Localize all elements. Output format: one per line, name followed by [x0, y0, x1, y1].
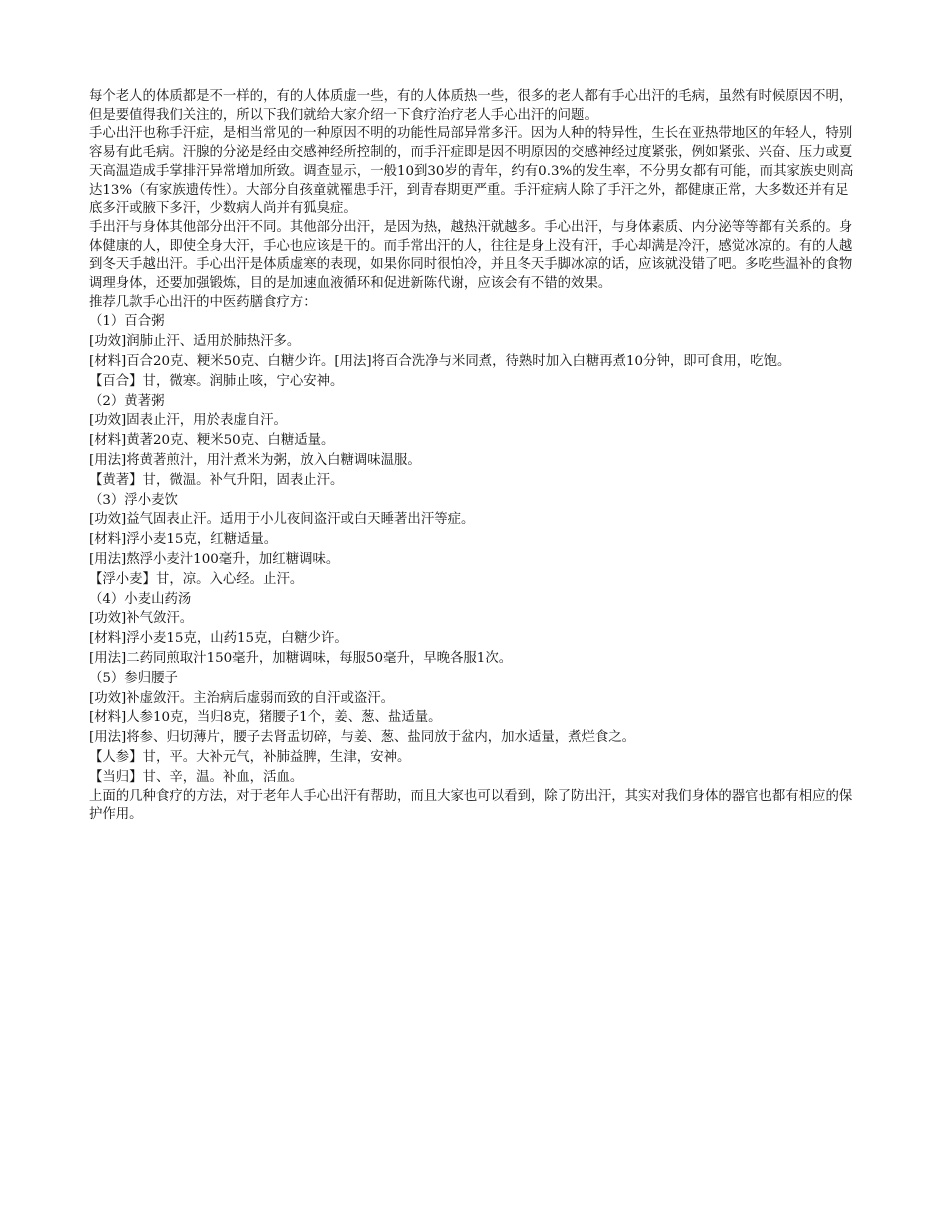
recipe-1-ingredients: [材料]百合20克、粳米50克、白糖少许。[用法]将百合洗净与米同煮，待熟时加入白糖再煮10分钟，即可食用，吃饱。: [89, 354, 791, 370]
intro-paragraph-2: 手心出汗也称手汗症，是相当常见的一种原因不明的功能性局部异常多汗。因为人种的特异性，生长在亚热带地区的年轻人，特别容易有此毛病。汗腺的分泌是经由交感神经所控制的，而手汗症即是因不明原因的交感神经过度紧张，例如紧张、兴奋、压力或夏天高温造成手掌排汗异常增加所致。调查显示，一般10到30岁的青年，约有0.3%的发生率，不分男女都有可能，而其家族史则高达13%（有家族遗传性）。大部分自孩童就罹患手汗，到青春期更严重。手汗症病人除了手汗之外，都健康正常，大多数还并有足底多汗或腋下多汗，少数病人尚并有狐臭症。: [89, 126, 854, 217]
recipe-1-title: （1）百合粥: [89, 314, 165, 330]
recipe-3-title: （3）浮小麦饮: [89, 492, 178, 508]
recipe-3-herb-note: 【浮小麦】甘，凉。入心经。止汗。: [89, 571, 304, 587]
conclusion-paragraph: 上面的几种食疗的方法，对于老年人手心出汗有帮助，而且大家也可以看到，除了防出汗，其实对我们身体的器官也都有相应的保护作用。: [89, 788, 853, 823]
recipe-5-title: （5）参归腰子: [89, 670, 178, 686]
intro-paragraph-3: 手出汗与身体其他部分出汗不同。其他部分出汗，是因为热，越热汗就越多。手心出汗，与身体素质、内分泌等等都有关系的。身体健康的人，即使全身大汗，手心也应该是干的。而手常出汗的人，往往是身上没有汗，手心却满是冷汗，感觉冰凉的。有的人越到冬天手越出汗。手心出汗是体质虚寒的表现，如果你同时很怕冷，并且冬天手脚冰凉的话，应该就没错了吧。多吃些温补的食物调理身体，还要加强锻炼，目的是加速血液循环和促进新陈代谢，应该会有不错的效果。: [89, 219, 853, 292]
recipe-5-herb-note-ginseng: 【人参】甘，平。大补元气，补肺益脾，生津，安神。: [89, 749, 411, 765]
recipe-3-ingredients: [材料]浮小麦15克，红糖适量。: [89, 532, 278, 548]
recipe-5-ingredients: [材料]人参10克，当归8克，猪腰子1个，姜、葱、盐适量。: [89, 710, 442, 726]
recipe-2-ingredients: [材料]黄著20克、粳米50克、白糖适量。: [89, 433, 335, 449]
recipe-2-effect: [功效]固表止汗，用於表虚自汗。: [89, 413, 287, 429]
recipe-2-title: （2）黄著粥: [89, 393, 165, 409]
recipe-4-ingredients: [材料]浮小麦15克，山药15克，白糖少许。: [89, 631, 348, 647]
document-body: [89, 88, 855, 825]
recipe-5-herb-note-angelica: 【当归】甘、辛，温。补血，活血。: [89, 769, 304, 785]
recipe-1-herb-note: 【百合】甘，微寒。润肺止咳，宁心安神。: [89, 373, 344, 389]
recipe-3-usage: [用法]熬浮小麦汁100毫升，加红糖调味。: [89, 552, 340, 567]
recipe-3-effect: [功效]益气固表止汗。适用于小儿夜间盗汗或白天睡著出汗等症。: [89, 512, 475, 528]
recipe-4-usage: [用法]二药同煎取汁150毫升，加糖调味，每服50毫升，早晚各服1次。: [89, 650, 513, 666]
recipe-2-herb-note: 【黄著】甘，微温。补气升阳，固表止汗。: [89, 472, 344, 488]
recipe-4-effect: [功效]补气敛汗。: [89, 611, 194, 627]
recipe-2-usage: [用法]将黄著煎汁，用汁煮米为粥，放入白糖调味温服。: [89, 453, 421, 469]
recipe-5-usage: [用法]将参、归切薄片，腰子去肾盂切碎，与姜、葱、盐同放于盆内，加水适量，煮烂食之。: [89, 730, 636, 746]
recipe-4-title: （4）小麦山药汤: [89, 591, 192, 607]
recipes-heading: 推荐几款手心出汗的中医药膳食疗方：: [89, 294, 317, 310]
recipe-5-effect: [功效]补虚敛汗。主治病后虚弱而致的自汗或盗汗。: [89, 690, 395, 706]
intro-paragraph-1: 每个老人的体质都是不一样的，有的人体质虚一些，有的人体质热一些，很多的老人都有手心出汗的毛病，虽然有时候原因不明，但是要值得我们关注的，所以下我们就给大家介绍一下食疗治疗老人手心出汗的问题。: [89, 89, 853, 123]
recipe-1-effect: [功效]润肺止汗、适用於肺热汗多。: [89, 334, 301, 350]
